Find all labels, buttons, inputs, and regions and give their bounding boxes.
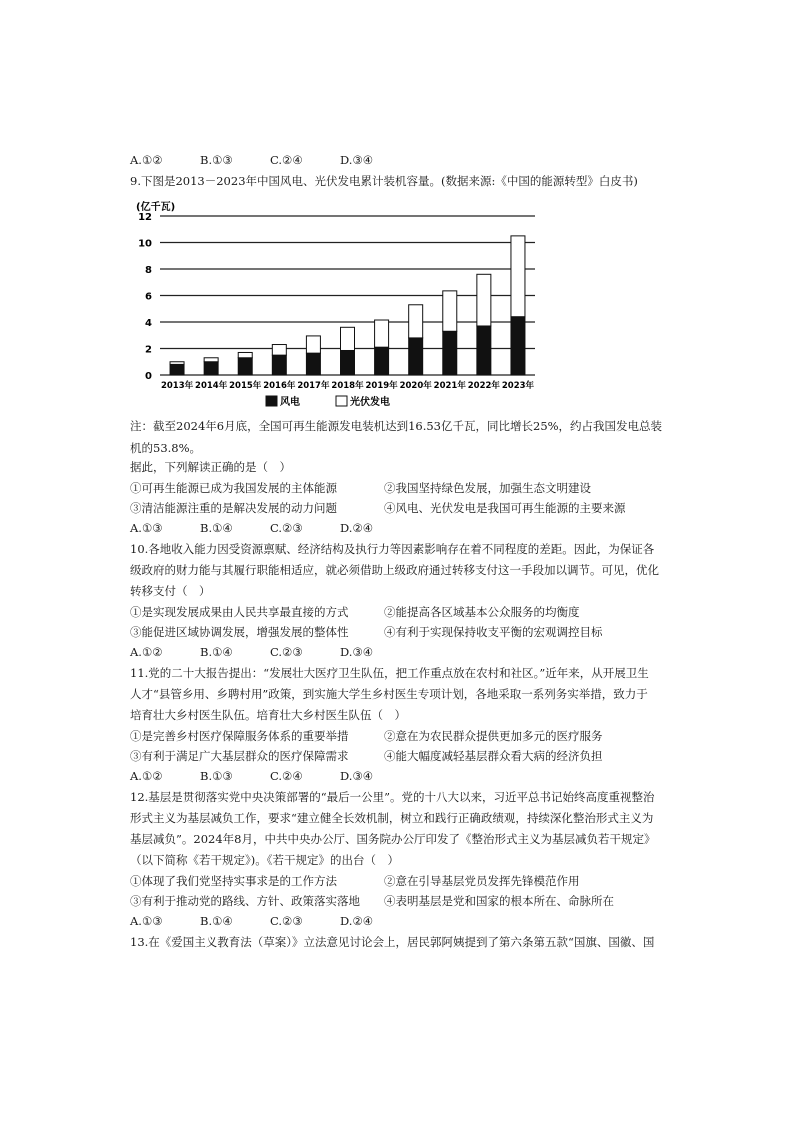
legend-label: 光伏发电 bbox=[350, 397, 390, 408]
x-tick-label: 2023年 bbox=[501, 381, 535, 391]
q11-statement-2: ②意在为农民群众提供更加多元的医疗服务 bbox=[384, 729, 603, 743]
q12-line2: 形式主义为基层减负工作，要求“建立健全长效机制，树立和践行正确政绩观，持续深化整治形式主义为 bbox=[130, 811, 654, 825]
q11-option-b: B.①③ bbox=[200, 769, 233, 783]
legend-swatch bbox=[336, 396, 347, 406]
q11-option-c: C.②④ bbox=[270, 769, 303, 783]
q12-option-c: C.②③ bbox=[270, 914, 303, 928]
bar-solar bbox=[409, 305, 423, 338]
legend-swatch bbox=[266, 396, 277, 406]
x-tick-label: 2019年 bbox=[365, 381, 398, 391]
bar-wind bbox=[341, 350, 355, 375]
q10-option-c: C.②③ bbox=[270, 645, 303, 659]
q8-option-d: D.③④ bbox=[340, 153, 374, 167]
bar-solar bbox=[272, 345, 286, 356]
bar-wind bbox=[477, 326, 491, 375]
q12-line3: 基层减负”。2024年8月，中共中央办公厅、国务院办公厅印发了《整治形式主义为基层减负若干规定》 bbox=[130, 832, 656, 846]
q12-statement-4: ④表明基层是党和国家的根本所在、命脉所在 bbox=[384, 894, 614, 908]
q11-line2: 人才“县管乡用、乡聘村用”政策，到实施大学生乡村医生专项计划，各地采取一系列务实举措，致力于 bbox=[130, 687, 648, 701]
q10-statement-4: ④有利于实现保持收支平衡的宏观调控目标 bbox=[384, 625, 603, 639]
q10-statement-3: ③能促进区域协调发展，增强发展的整体性 bbox=[130, 625, 349, 639]
bar-wind bbox=[409, 338, 423, 375]
q9-statement-4: ④风电、光伏发电是我国可再生能源的主要来源 bbox=[384, 501, 626, 515]
x-tick-label: 2018年 bbox=[331, 381, 364, 391]
q9-option-c: C.②③ bbox=[270, 521, 303, 535]
q11-option-a: A.①② bbox=[130, 769, 163, 783]
x-tick-label: 2022年 bbox=[467, 381, 500, 391]
y-tick-label: 2 bbox=[145, 344, 152, 356]
bar-solar bbox=[238, 352, 252, 357]
q10-statement-row1 bbox=[130, 604, 670, 620]
q10-statement-2: ②能提高各区域基本公众服务的均衡度 bbox=[384, 605, 580, 619]
q12-statement-3: ③有利于推动党的路线、方针、政策落实落地 bbox=[130, 894, 360, 908]
q12-option-a: A.①③ bbox=[130, 914, 163, 928]
bar-wind bbox=[375, 347, 389, 375]
q11-statement-1: ①是完善乡村医疗保障服务体系的重要举措 bbox=[130, 729, 349, 743]
q9-option-a: A.①③ bbox=[130, 521, 163, 535]
q12-option-d: D.②④ bbox=[340, 914, 374, 928]
q10-statement-1: ①是实现发展成果由人民共享最直接的方式 bbox=[130, 605, 349, 619]
bar-solar bbox=[375, 320, 389, 347]
q10-line2: 级政府的财力能与其履行职能相适应，就必须借助上级政府通过转移支付这一手段加以调节。可见，优化 bbox=[130, 563, 659, 577]
bar-solar bbox=[511, 236, 525, 317]
bar-wind bbox=[511, 317, 525, 375]
q12-statement-row2 bbox=[130, 893, 670, 909]
q11-line1: 11.党的二十大报告提出：“发展壮大医疗卫生队伍，把工作重点放在农村和社区。”近年来，从开展卫生 bbox=[130, 666, 649, 680]
x-tick-label: 2013年 bbox=[160, 381, 194, 391]
bar-solar bbox=[341, 327, 355, 350]
x-tick-label: 2016年 bbox=[263, 381, 296, 391]
q9-note-line1: 注：截至2024年6月底，全国可再生能源发电装机达到16.53亿千瓦，同比增长25%，约占我国发电总装 bbox=[130, 419, 663, 433]
q9-statement-1: ①可再生能源已成为我国发展的主体能源 bbox=[130, 481, 337, 495]
bar-wind bbox=[204, 362, 218, 375]
q9-options bbox=[130, 520, 373, 536]
q9-statement-row1 bbox=[130, 480, 670, 496]
x-tick-label: 2014年 bbox=[195, 381, 228, 391]
y-tick-label: 0 bbox=[145, 371, 152, 382]
q11-statement-row2 bbox=[130, 748, 670, 764]
q11-line3: 培育壮大乡村医生队伍。培育壮大乡村医生队伍（ ） bbox=[130, 708, 406, 722]
q10-line3: 转移支付（ ） bbox=[130, 584, 211, 598]
q11-statement-row1 bbox=[130, 728, 670, 744]
q10-statement-row2 bbox=[130, 624, 670, 640]
q10-line1: 10.各地收入能力因受资源禀赋、经济结构及执行力等因素影响存在着不同程度的差距。因此，为保证各 bbox=[130, 542, 655, 556]
q10-option-a: A.①② bbox=[130, 645, 163, 659]
q9-ask: 据此，下列解读正确的是（ ） bbox=[130, 460, 291, 474]
y-tick-label: 12 bbox=[138, 212, 152, 223]
x-tick-label: 2020年 bbox=[399, 381, 432, 391]
x-tick-label: 2017年 bbox=[297, 381, 330, 391]
q10-option-d: D.③④ bbox=[340, 645, 374, 659]
bar-solar bbox=[443, 291, 457, 331]
q12-statement-1: ①体现了我们党坚持实事求是的工作方法 bbox=[130, 874, 337, 888]
q10-option-b: B.①④ bbox=[200, 645, 233, 659]
bar-wind bbox=[238, 358, 252, 375]
bar-wind bbox=[170, 364, 184, 375]
y-tick-label: 6 bbox=[145, 291, 152, 303]
q12-line1: 12.基层是贯彻落实党中央决策部署的“最后一公里”。党的十八大以来，习近平总书记始终高度重视整治 bbox=[130, 790, 655, 804]
q13-line1: 13.在《爱国主义教育法（草案）》立法意见讨论会上，居民郭阿姨提到了第六条第五款“国旗、国徽、国 bbox=[130, 935, 655, 949]
bar-solar bbox=[204, 358, 218, 362]
q8-option-c: C.②④ bbox=[270, 153, 303, 167]
q9-option-b: B.①④ bbox=[200, 521, 233, 535]
q9-statement-2: ②我国坚持绿色发展，加强生态文明建设 bbox=[384, 481, 591, 495]
bar-solar bbox=[306, 336, 320, 353]
y-tick-label: 10 bbox=[138, 238, 152, 250]
q8-option-a: A.①② bbox=[130, 153, 163, 167]
q9-statement-3: ③清洁能源注重的是解决发展的动力问题 bbox=[130, 501, 337, 515]
legend-label: 风电 bbox=[280, 397, 300, 408]
q12-line4: （以下简称《若干规定》)。《若干规定》的出台（ ） bbox=[130, 853, 399, 867]
bar-solar bbox=[477, 274, 491, 326]
q9-stem: 9.下图是2013－2023年中国风电、光伏发电累计装机容量。(数据来源:《中国的能源转型》白皮书) bbox=[130, 174, 638, 188]
q9-option-d: D.②④ bbox=[340, 521, 374, 535]
capacity-chart bbox=[130, 196, 550, 414]
bar-wind bbox=[272, 355, 286, 375]
q11-options bbox=[130, 768, 373, 784]
q10-options bbox=[130, 644, 373, 660]
q12-options bbox=[130, 913, 373, 929]
q9-note-line2: 机的53.8%。 bbox=[130, 441, 202, 455]
bar-solar bbox=[170, 362, 184, 365]
bar-wind bbox=[443, 331, 457, 375]
q11-statement-4: ④能大幅度减轻基层群众看大病的经济负担 bbox=[384, 749, 603, 763]
bar-wind bbox=[306, 353, 320, 375]
x-tick-label: 2015年 bbox=[229, 381, 262, 391]
q12-statement-row1 bbox=[130, 873, 670, 889]
q12-statement-2: ②意在引导基层党员发挥先锋模范作用 bbox=[384, 874, 580, 888]
q9-statement-row2 bbox=[130, 500, 670, 516]
q8-options bbox=[130, 152, 373, 168]
q11-statement-3: ③有利于满足广大基层群众的医疗保障需求 bbox=[130, 749, 349, 763]
chart-ylabel: (亿千瓦) bbox=[136, 202, 176, 213]
q12-option-b: B.①④ bbox=[200, 914, 233, 928]
y-tick-label: 4 bbox=[145, 318, 152, 329]
y-tick-label: 8 bbox=[145, 265, 152, 276]
x-tick-label: 2021年 bbox=[433, 381, 466, 391]
q8-option-b: B.①③ bbox=[200, 153, 233, 167]
q11-option-d: D.③④ bbox=[340, 769, 374, 783]
